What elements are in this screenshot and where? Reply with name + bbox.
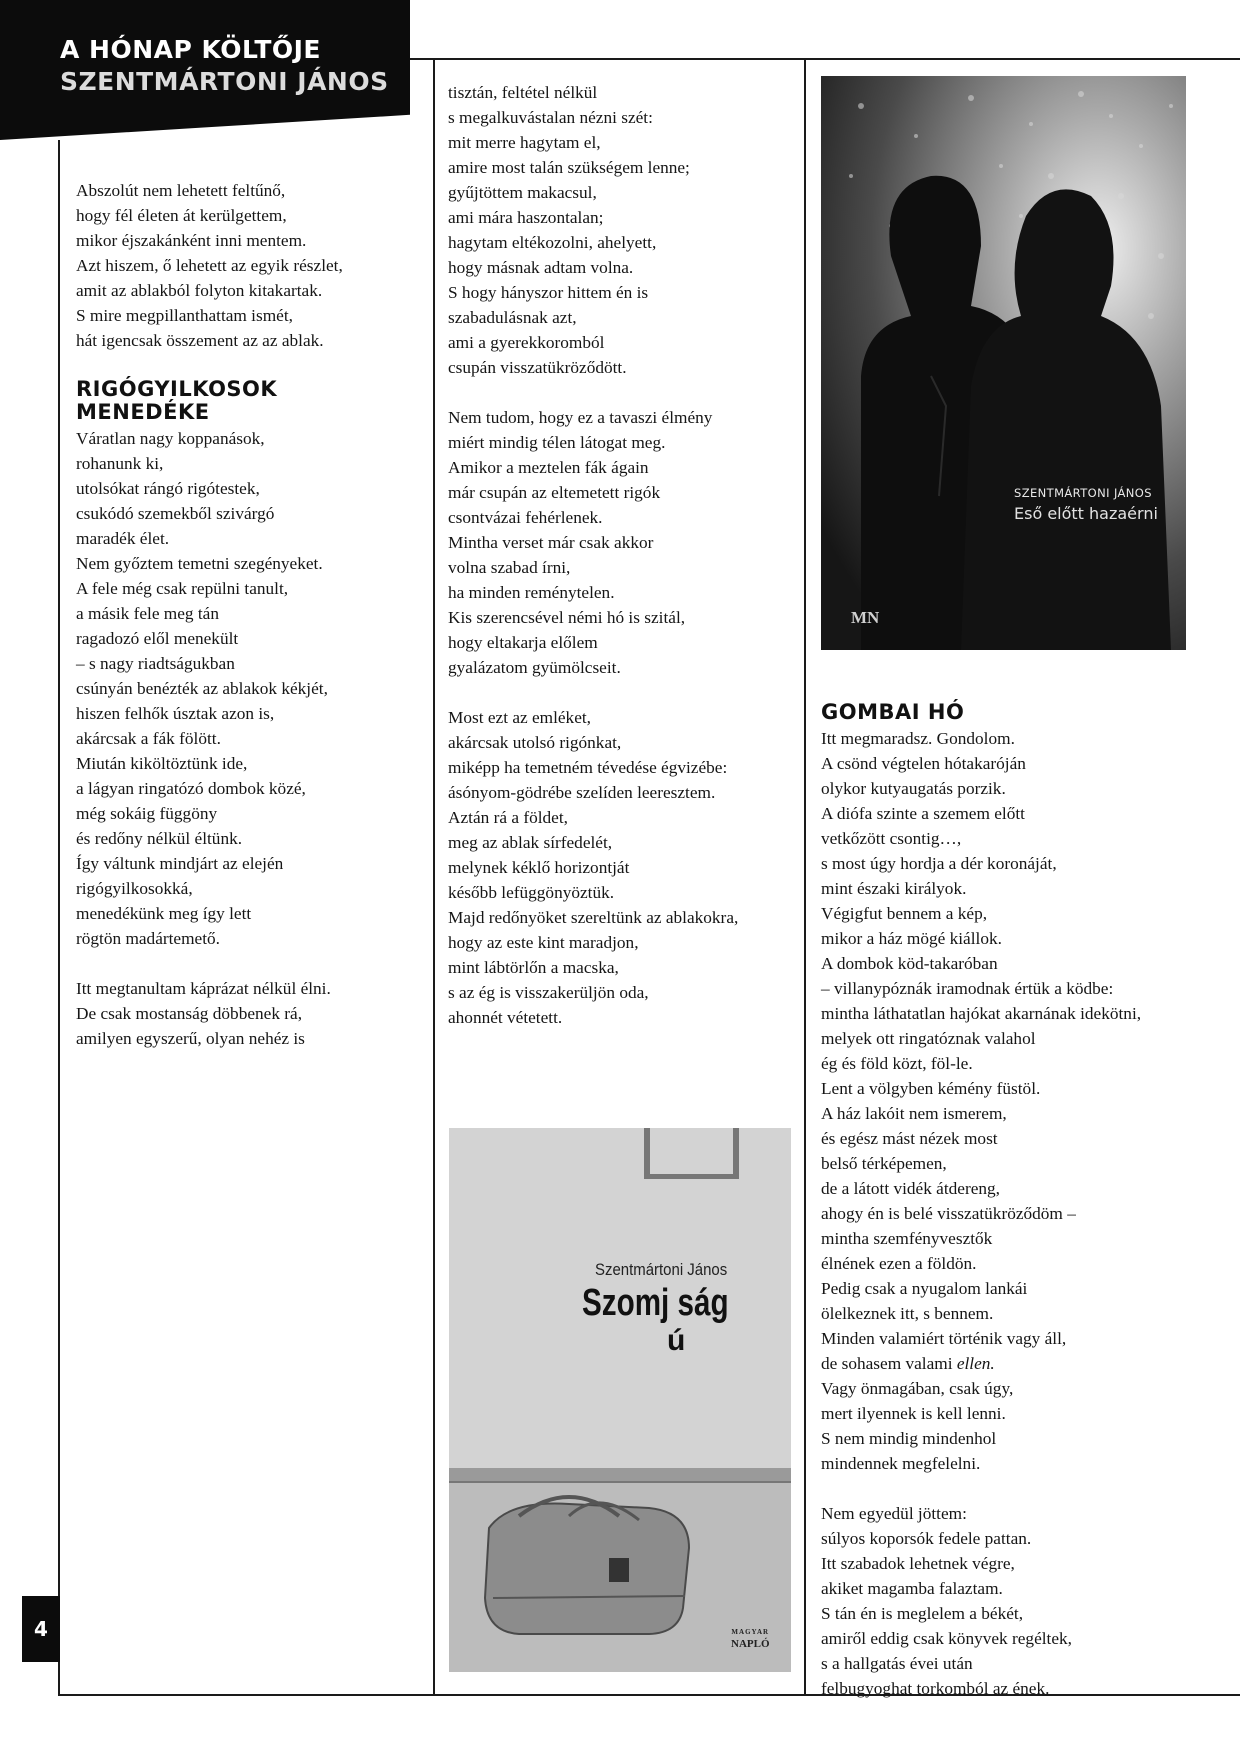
poem-line: A fele még csak repülni tanult, [76, 579, 289, 598]
poem-line: Mintha verset már csak akkor [448, 533, 654, 552]
book-cover-publisher: MN [851, 608, 880, 627]
publisher-line-2: NAPLÓ [731, 1638, 770, 1650]
poem-line: Itt szabadok lehetnek végre, [821, 1554, 1015, 1573]
poem2-stanza-1 [76, 426, 428, 951]
top-rule [410, 58, 1240, 60]
poem-line: akárcsak a fák fölött. [76, 729, 221, 748]
poem1-stanza-1 [76, 178, 428, 353]
poem-line: A diófa szinte a szemem előtt [821, 804, 1025, 823]
poem-line: ami mára haszontalan; [448, 208, 604, 227]
poem-line: Most ezt az emléket, [448, 708, 591, 727]
poem-line: hiszen felhők úsztak azon is, [76, 704, 275, 723]
poem-line: akárcsak utolsó rigónkat, [448, 733, 622, 752]
book-cover-title: Szomj ság [582, 1282, 729, 1324]
poem-line: akiket magamba falaztam. [821, 1579, 1003, 1598]
poem-line: mit merre hagytam el, [448, 133, 601, 152]
poem-line: csukódó szemekből szivárgó [76, 504, 275, 523]
poem-line: Nem tudom, hogy ez a tavaszi élmény [448, 408, 713, 427]
poem-line: S nem mindig mindenhol [821, 1429, 997, 1448]
poem-line: hogy fél életen át kerülgettem, [76, 206, 287, 225]
poem-line: amit az ablakból folyton kitakartak. [76, 281, 323, 300]
poem-line: melyek ott ringatóznak valahol [821, 1029, 1036, 1048]
poem-line: miért mindig télen látogat meg. [448, 433, 666, 452]
poem-line: rigógyilkosokká, [76, 879, 193, 898]
poem-line: amiről eddig csak könyvek regéltek, [821, 1629, 1072, 1648]
poem-line: Nem egyedül jöttem: [821, 1504, 967, 1523]
poem-line: Majd redőnyöket szereltünk az ablakokra, [448, 908, 739, 927]
poem-line: rögtön madártemető. [76, 929, 220, 948]
poem-line: felbugyoghat torkomból az ének. [821, 1679, 1050, 1698]
poem-line: s megalkuvástalan nézni szét: [448, 108, 653, 127]
poem-line: volna szabad írni, [448, 558, 571, 577]
poem-line: A csönd végtelen hótakaróján [821, 754, 1026, 773]
poem-line: tisztán, feltétel nélkül [448, 83, 598, 102]
poem-line: S tán én is meglelem a békét, [821, 1604, 1024, 1623]
poem-line: Itt megmaradsz. Gondolom. [821, 729, 1015, 748]
poem-line: később lefüggönyöztük. [448, 883, 615, 902]
column-3 [821, 701, 1233, 1726]
section-header [60, 34, 389, 98]
poem-line: S mire megpillanthattam ismét, [76, 306, 293, 325]
poem-line: A dombok köd-takaróban [821, 954, 998, 973]
poem-line: mintha láthatatlan hajókat akarnának idekötni, [821, 1004, 1142, 1023]
poem-line: hát igencsak összement az az ablak. [76, 331, 324, 350]
poem-line: s most úgy hordja a dér koronáját, [821, 854, 1057, 873]
poem3-stanza-1 [821, 726, 1233, 1476]
poem-line: súlyos koporsók fedele pattan. [821, 1529, 1032, 1548]
poem-line: ragadozó elől menekült [76, 629, 239, 648]
poem-line: amilyen egyszerű, olyan nehéz is [76, 1029, 305, 1048]
poem-line: S hogy hányszor hittem én is [448, 283, 649, 302]
poem3-stanza-2 [821, 1501, 1233, 1701]
poem-line: csupán visszatükröződött. [448, 358, 627, 377]
poem-line: Nem győztem temetni szegényeket. [76, 554, 323, 573]
poem-line: mintha szemfényvesztők [821, 1229, 993, 1248]
poem2-stanza-5 [448, 705, 800, 1030]
poem-line: szabadulásnak azt, [448, 308, 577, 327]
poem-line: s a hallgatás évei után [821, 1654, 973, 1673]
poem-line: mint lábtörlőn a macska, [448, 958, 619, 977]
poem-line: utolsókat rángó rigótestek, [76, 479, 260, 498]
poem-line: mikor a ház mögé kiállok. [821, 929, 1002, 948]
publisher-line-1: MAGYAR [731, 1628, 770, 1636]
poem-line: gyűjtöttem makacsul, [448, 183, 597, 202]
poem-line: menedékünk meg így lett [76, 904, 252, 923]
poem-line: Így váltunk mindjárt az elején [76, 854, 284, 873]
poet-name: SZENTMÁRTONI JÁNOS [60, 67, 389, 96]
poem3-title: GOMBAI HÓ [821, 700, 965, 724]
poem-line: mikor éjszakánként inni mentem. [76, 231, 307, 250]
column-1 [76, 178, 428, 1076]
poem-line: miképp ha temetném tévedése égvizébe: [448, 758, 728, 777]
column-2 [448, 80, 800, 1055]
poem-line: és egész mást nézek most [821, 1129, 998, 1148]
wall-and-bag-illustration [449, 1128, 791, 1672]
poem-line: csontvázai fehérlenek. [448, 508, 603, 527]
poem-line: gyalázatom gyümölcseit. [448, 658, 621, 677]
poem-line: ég és föld közt, föl-le. [821, 1054, 973, 1073]
poem-line: mint északi királyok. [821, 879, 967, 898]
book-cover-author: Szentmártoni János [595, 1260, 728, 1279]
poem-line: ahonnét vétetett. [448, 1008, 563, 1027]
poem-line: Aztán rá a földet, [448, 808, 568, 827]
poem-line: Váratlan nagy koppanások, [76, 429, 265, 448]
poem-line: Lent a völgyben kémény füstöl. [821, 1079, 1041, 1098]
poem-line: ölelkeznek itt, s bennem. [821, 1304, 994, 1323]
poem-line: de sohasem valami ellen. [821, 1354, 995, 1373]
poem-line: a másik fele meg tán [76, 604, 219, 623]
poem-line: Itt megtanultam káprázat nélkül élni. [76, 979, 331, 998]
poem-line: – villanypóznák iramodnak értük a ködbe: [821, 979, 1114, 998]
poem-line: de a látott vidék átdereng, [821, 1179, 1000, 1198]
poem-line: vetkőzött csontig…, [821, 829, 962, 848]
poem-line: belső térképemen, [821, 1154, 947, 1173]
poem-line: rohanunk ki, [76, 454, 164, 473]
poem-line: ha minden reménytelen. [448, 583, 615, 602]
poem-line: ahogy én is belé visszatükröződöm – [821, 1204, 1076, 1223]
poem-line: hogy eltakarja előlem [448, 633, 598, 652]
poem-line: Pedig csak a nyugalom lankái [821, 1279, 1028, 1298]
poem2-title-line-1: RIGÓGYILKOSOK [76, 377, 278, 401]
section-kicker: A HÓNAP KÖLTŐJE [60, 35, 322, 64]
poem-line: mindennek megfelelni. [821, 1454, 981, 1473]
book-cover-eso-elott [821, 76, 1186, 650]
book-cover-title-letter: ú [667, 1324, 686, 1357]
poem-line: már csupán az eltemetett rigók [448, 483, 661, 502]
poem2-stanza-3 [448, 80, 800, 380]
page-number: 4 [22, 1596, 60, 1662]
book-cover-title: Eső előtt hazaérni [1014, 504, 1158, 523]
poem-untitled [76, 178, 428, 353]
poem-line: Miután kiköltöztünk ide, [76, 754, 248, 773]
poem-line: melynek kéklő horizontját [448, 858, 630, 877]
poem-line: élnének ezen a földön. [821, 1254, 977, 1273]
poem-line: hogy másnak adtam volna. [448, 258, 634, 277]
rainy-window-silhouettes [821, 76, 1186, 650]
poem2-title-line-2: MENEDÉKE [76, 400, 210, 424]
poem2-title [76, 378, 428, 424]
poem-line: mert ilyennek is kell lenni. [821, 1404, 1006, 1423]
poem-line: hagytam eltékozolni, ahelyett, [448, 233, 657, 252]
poem-line: – s nagy riadtságukban [76, 654, 235, 673]
poem-line: olykor kutyaugatás porzik. [821, 779, 1006, 798]
poem2-stanza-4 [448, 405, 800, 680]
book-cover-author: SZENTMÁRTONI JÁNOS [1014, 486, 1152, 500]
poem-line: Amikor a meztelen fák ágain [448, 458, 649, 477]
book-cover-szomjusag [449, 1128, 791, 1672]
poem-line: Kis szerencsével némi hó is szitál, [448, 608, 686, 627]
italic-word: ellen. [956, 1354, 995, 1373]
poem-line: ásónyom-gödrébe szelíden leeresztem. [448, 783, 716, 802]
poem-line: Vagy önmagában, csak úgy, [821, 1379, 1014, 1398]
poem-line: Végigfut bennem a kép, [821, 904, 988, 923]
poem-line: Abszolút nem lehetett feltűnő, [76, 181, 286, 200]
left-rule [58, 140, 60, 1696]
poem-line: De csak mostanság döbbenek rá, [76, 1004, 303, 1023]
poem-line: a lágyan ringatózó dombok közé, [76, 779, 306, 798]
poem-line: maradék élet. [76, 529, 170, 548]
poem2-stanza-2 [76, 976, 428, 1051]
poem-line: és redőny nélkül éltünk. [76, 829, 243, 848]
poem-line: amire most talán szükségem lenne; [448, 158, 690, 177]
poem-line: Azt hiszem, ő lehetett az egyik részlet, [76, 256, 343, 275]
poem-line: hogy az este kint maradjon, [448, 933, 639, 952]
poem-line: ami a gyerekkoromból [448, 333, 605, 352]
poem-line: meg az ablak sírfedelét, [448, 833, 613, 852]
poem-line: s az ég is visszakerüljön oda, [448, 983, 649, 1002]
column-divider-1 [433, 58, 435, 1696]
poem-line: A ház lakóit nem ismerem, [821, 1104, 1007, 1123]
column-divider-2 [804, 58, 806, 1696]
book-cover-publisher [731, 1626, 770, 1650]
poem-line: Minden valamiért történik vagy áll, [821, 1329, 1067, 1348]
poem-line: még sokáig függöny [76, 804, 218, 823]
poem-line: csúnyán benézték az ablakok kékjét, [76, 679, 328, 698]
